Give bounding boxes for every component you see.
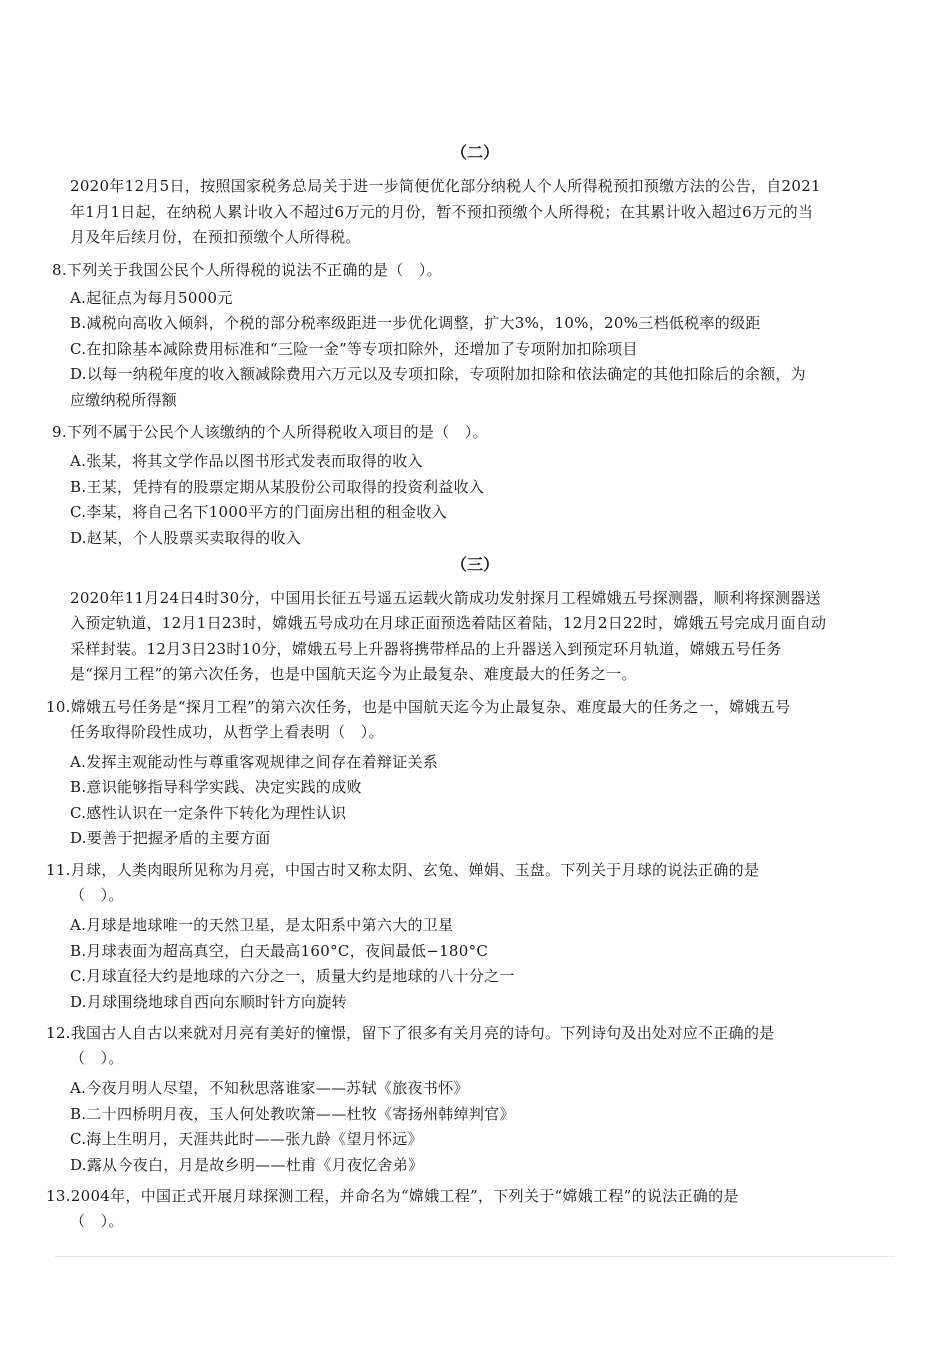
option-c: C.海上生明月，天涯共此时——张九龄《望月怀远》 (70, 1130, 423, 1148)
option-c: C.在扣除基本减除费用标准和“三险一金”等专项扣除外，还增加了专项附加扣除项目 (70, 340, 638, 358)
option-d: D.要善于把握矛盾的主要方面 (70, 829, 271, 847)
option-d-cont: 应缴纳税所得额 (70, 391, 178, 409)
option-b: B.月球表面为超高真空，白天最高160°C，夜间最低−180°C (70, 942, 489, 960)
option-b: B.王某，凭持有的股票定期从某股份公司取得的投资利益收入 (70, 478, 485, 496)
question-stem-cont: （ ）。 (70, 1049, 124, 1067)
passage-line: 月及年后续月份，在预扣预缴个人所得税。 (70, 228, 361, 246)
option-b: B.二十四桥明月夜，玉人何处教吹箫——杜牧《寄扬州韩绰判官》 (70, 1105, 515, 1123)
option-a: A.月球是地球唯一的天然卫星，是太阳系中第六大的卫星 (70, 916, 454, 934)
option-c: C.感性认识在一定条件下转化为理性认识 (70, 804, 347, 822)
passage-line: 是“探月工程”的第六次任务，也是中国航天迄今为止最复杂、难度最大的任务之一。 (70, 665, 637, 683)
question-stem-cont: （ ）。 (70, 886, 124, 904)
passage-line: 2020年12月5日，按照国家税务总局关于进一步简便优化部分纳税人个人所得税预扣预缴方法的公告，自2021 (70, 177, 821, 195)
section-heading-3: （三） (450, 555, 499, 574)
option-d: D.赵某，个人股票买卖取得的收入 (70, 529, 302, 547)
question-stem: 12.我国古人自古以来就对月亮有美好的憧憬，留下了很多有关月亮的诗句。下列诗句及出处对应不正确的是 (46, 1024, 775, 1042)
footer-divider (55, 1256, 895, 1257)
option-d: D.露从今夜白，月是故乡明——杜甫《月夜忆舍弟》 (70, 1156, 424, 1174)
question-stem-cont: （ ）。 (70, 1212, 124, 1230)
passage-line: 年1月1日起，在纳税人累计收入不超过6万元的月份，暂不预扣预缴个人所得税；在其累计收入超过6万元的当 (70, 203, 814, 221)
section-heading-2: （二） (450, 143, 499, 162)
question-stem: 10.嫦娥五号任务是“探月工程”的第六次任务，也是中国航天迄今为止最复杂、难度最大的任务之一，嫦娥五号 (46, 698, 791, 716)
option-b: B.意识能够指导科学实践、决定实践的成败 (70, 778, 362, 796)
question-stem-cont: 任务取得阶段性成功，从哲学上看表明（ ）。 (70, 723, 384, 741)
option-c: C.李某，将自己名下1000平方的门面房出租的租金收入 (70, 503, 447, 521)
option-a: A.起征点为每月5000元 (70, 289, 233, 307)
option-a: A.张某，将其文学作品以图书形式发表而取得的收入 (70, 452, 423, 470)
question-stem: 11.月球，人类肉眼所见称为月亮，中国古时又称太阴、玄兔、婵娟、玉盘。下列关于月球的说法正确的是 (46, 861, 760, 879)
option-a: A.今夜月明人尽望，不知秋思落谁家——苏轼《旅夜书怀》 (70, 1079, 469, 1097)
question-stem: 8.下列关于我国公民个人所得税的说法不正确的是（ ）。 (52, 261, 442, 279)
passage-line: 入预定轨道，12月1日23时，嫦娥五号成功在月球正面预选着陆区着陆，12月2日22时，嫦娥五号完成月面自动 (70, 614, 827, 632)
question-stem: 9.下列不属于公民个人该缴纳的个人所得税收入项目的是（ ）。 (52, 423, 488, 441)
option-a: A.发挥主观能动性与尊重客观规律之间存在着辩证关系 (70, 753, 439, 771)
option-d: D.月球围绕地球自西向东顺时针方向旋转 (70, 993, 347, 1011)
option-b: B.减税向高收入倾斜，个税的部分税率级距进一步优化调整，扩大3%，10%，20%三档低税率的级距 (70, 314, 761, 332)
passage-line: 2020年11月24日4时30分，中国用长征五号遥五运载火箭成功发射探月工程嫦娥五号探测器，顺利将探测器送 (70, 589, 821, 607)
option-c: C.月球直径大约是地球的六分之一，质量大约是地球的八十分之一 (70, 967, 515, 985)
option-d: D.以每一纳税年度的收入额减除费用六万元以及专项扣除，专项附加扣除和依法确定的其他扣除后的余额，为 (70, 365, 806, 383)
question-stem: 13.2004年，中国正式开展月球探测工程，并命名为“嫦娥工程”，下列关于“嫦娥工程”的说法正确的是 (46, 1187, 739, 1205)
passage-line: 采样封装。12月3日23时10分，嫦娥五号上升器将携带样品的上升器送入到预定环月轨道，嫦娥五号任务 (70, 640, 782, 658)
